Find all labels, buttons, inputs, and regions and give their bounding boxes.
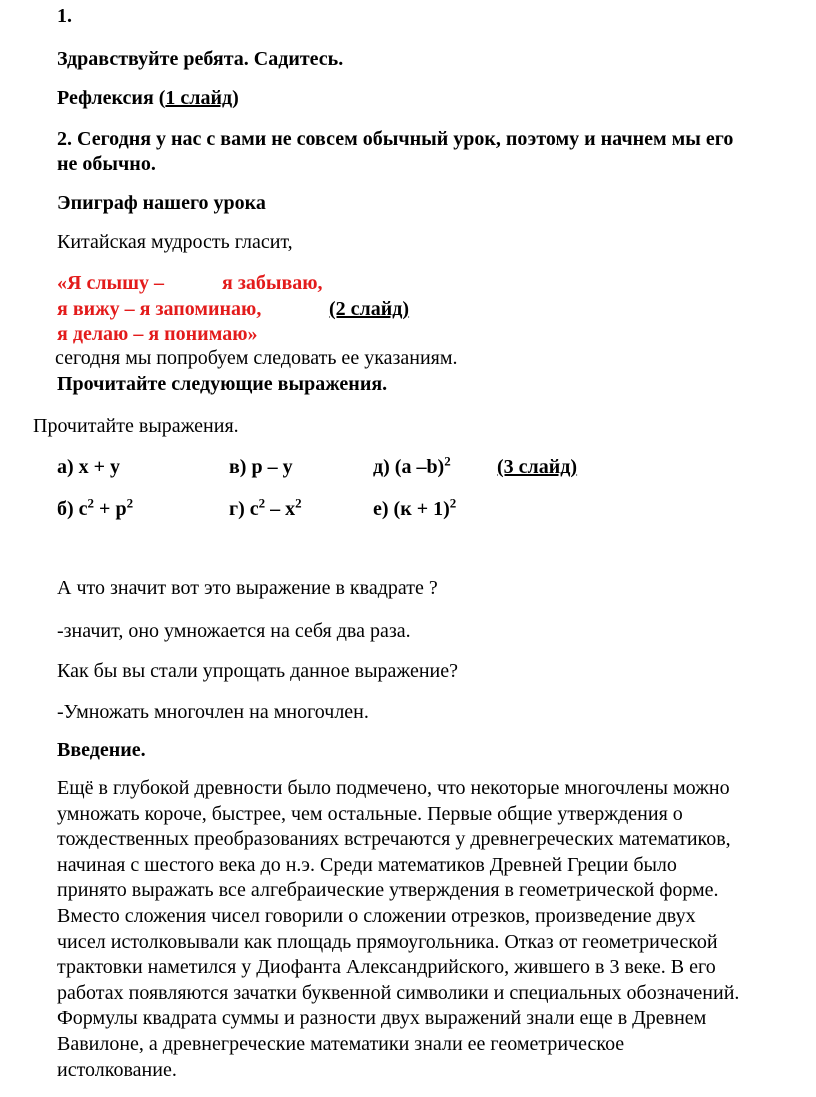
expression-g-exponent-2: 2	[295, 495, 302, 511]
paragraph-line: умножать короче, быстрее, чем остальные. Первые общие утверждения о	[57, 802, 683, 825]
read-plain: Прочитайте выражения.	[33, 415, 239, 437]
slide-2-link[interactable]: (2 слайд)	[329, 298, 410, 320]
answer-2: -Умножать многочлен на многочлен.	[57, 701, 369, 723]
paragraph-line: работах появляются зачатки буквенной символики и специальных обозначений.	[57, 981, 740, 1004]
expression-a: а) х + у	[57, 456, 121, 478]
expression-e-text: е) (к + 1)	[373, 498, 450, 520]
reflection-label: Рефлексия (	[57, 87, 166, 109]
reflection-close: )	[232, 87, 239, 109]
quote-line-1a: «Я слышу –	[57, 272, 165, 294]
expression-g	[229, 497, 302, 521]
follow-text: сегодня мы попробуем следовать ее указаниям.	[55, 347, 458, 369]
wisdom-intro: Китайская мудрость гласит,	[57, 231, 293, 253]
paragraph-line: Формулы квадрата суммы и разности двух выражений знали еще в Древнем	[57, 1007, 707, 1030]
paragraph-line: Ещё в глубокой древности было подмечено, что некоторые многочлены можно	[57, 777, 730, 799]
expression-e-exponent: 2	[449, 495, 457, 511]
quote-line-2: я вижу – я запоминаю,	[57, 298, 262, 320]
read-bold: Прочитайте следующие выражения.	[57, 373, 388, 395]
slide-3-link[interactable]: (3 слайд)	[497, 456, 578, 478]
expression-b-exponent-2: 2	[126, 495, 134, 511]
epigraph-title: Эпиграф нашего урока	[57, 192, 266, 214]
expression-v: в) р – у	[229, 456, 293, 478]
expression-g-text-2: – х	[265, 498, 296, 520]
question-2: Как бы вы стали упрощать данное выражение?	[57, 660, 459, 682]
expression-g-text-1: г) с	[229, 498, 259, 520]
expression-d-text: д) (а –b)	[373, 456, 445, 478]
paragraph-line: чисел истолковывали как площадь прямоугольника. Отказ от геометрической	[57, 930, 718, 953]
paragraph-line: тождественных преобразованиях встречаются у древнегреческих математиков,	[57, 828, 731, 851]
introduction-title: Введение.	[57, 739, 146, 761]
paragraph-line: трактовки наметился у Диофанта Александрийского, жившего в 3 веке. В его	[57, 956, 716, 979]
expression-b-exponent-1: 2	[87, 495, 95, 511]
question-1: А что значит вот это выражение в квадрате ?	[57, 577, 438, 599]
greeting: Здравствуйте ребята. Садитесь.	[57, 48, 344, 70]
expression-b-text-2: + р	[94, 498, 127, 520]
lesson-number: 1.	[57, 5, 72, 27]
intro-line-2: не обычно.	[57, 153, 156, 175]
paragraph-line: истолкование.	[57, 1058, 177, 1081]
introduction-paragraph	[57, 776, 807, 1083]
paragraph-line: Вместо сложения чисел говорили о сложении отрезков, произведение двух	[57, 904, 696, 927]
paragraph-line: принято выражать все алгебраические утверждения в геометрической форме.	[57, 879, 719, 902]
answer-1: -значит, оно умножается на себя два раза.	[57, 620, 411, 642]
quote-line-3: я делаю – я понимаю»	[57, 323, 258, 345]
quote-line-1b: я забываю,	[222, 272, 323, 294]
expression-d-exponent: 2	[444, 453, 451, 469]
intro-line-1: 2. Сегодня у нас с вами не совсем обычный урок, поэтому и начнем мы его	[57, 128, 734, 150]
reflection-line	[57, 86, 239, 110]
paragraph-line: Вавилоне, а древнегреческие математики знали ее геометрическое	[57, 1032, 625, 1055]
slide-1-link[interactable]: 1 слайд	[165, 87, 233, 109]
expression-e	[373, 497, 456, 521]
expression-g-exponent-1: 2	[258, 495, 266, 511]
expression-d	[373, 455, 451, 479]
expression-b	[57, 497, 133, 521]
paragraph-line: начиная с шестого века до н.э. Среди математиков Древней Греции было	[57, 853, 677, 876]
expression-b-text-1: б) с	[57, 498, 88, 520]
